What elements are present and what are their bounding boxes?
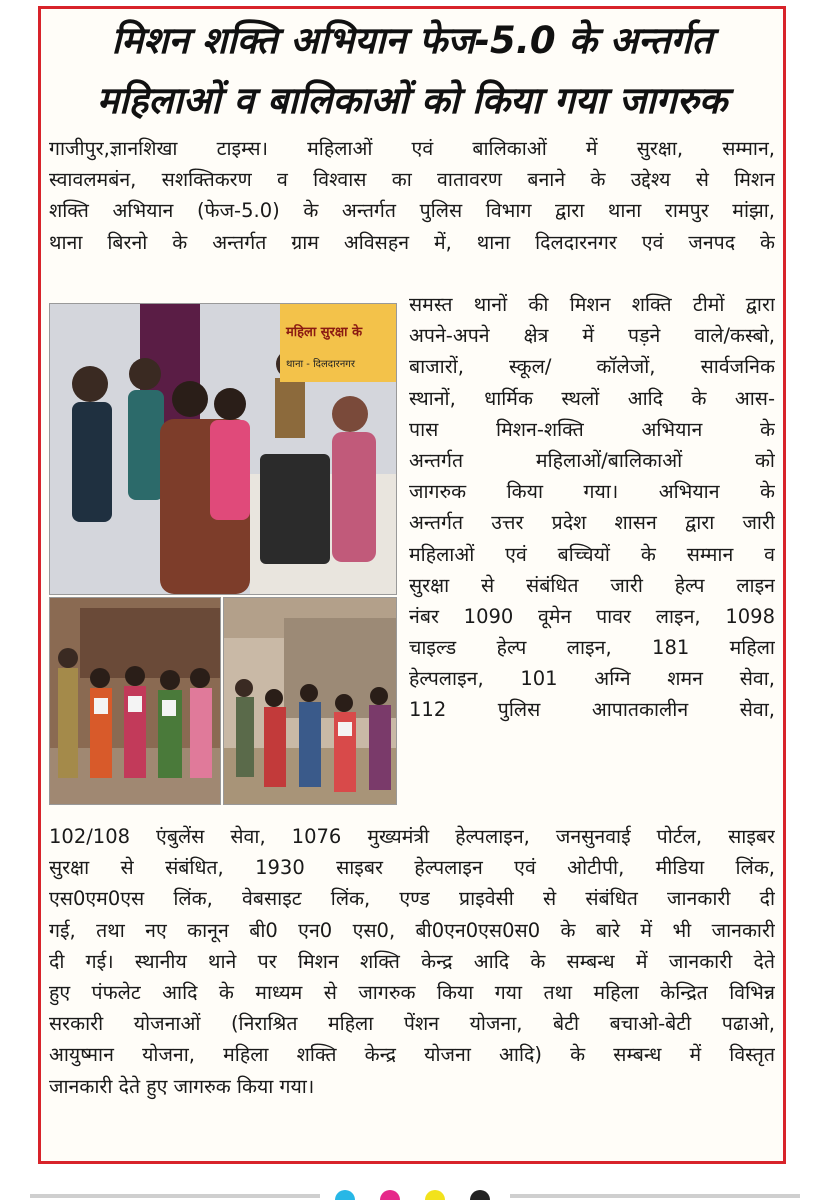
article-line: जानकारी देते हुए जागरुक किया गया। — [49, 1074, 315, 1098]
article-line: सुरक्षा से संबंधित, 1930 साइबर हेल्पलाइन एवं ओटीपी, मीडिया लिंक, — [49, 856, 775, 880]
help-desk-banner — [280, 304, 396, 382]
article-line: चाइल्ड हेल्प लाइन, 181 महिला — [409, 636, 775, 660]
article-line: हुए पंफलेट आदि के माध्यम से जागरुक किया गया तथा महिला केन्द्रित विभिन्न — [49, 980, 775, 1004]
article-line: महिलाओं एवं बच्चियों के सम्मान व — [409, 542, 775, 566]
photo-village-awareness — [223, 597, 397, 805]
article-line: सरकारी योजनाओं (निराश्रित महिला पेंशन योजना, बेटी बचाओ-बेटी पढाओ, — [49, 1012, 775, 1036]
article-line: नंबर 1090 वूमेन पावर लाइन, 1098 — [409, 604, 775, 628]
article-line: हेल्पलाइन, 101 अग्नि शमन सेवा, — [409, 667, 775, 691]
article-bottom-text — [49, 821, 775, 1102]
headline-line-1: मिशन शक्ति अभियान फेज-5.0 के अन्तर्गत — [111, 19, 713, 62]
article-line: सुरक्षा से संबंधित जारी हेल्प लाइन — [409, 573, 775, 597]
photo-women-at-police-desk — [49, 303, 397, 595]
article-line: स्थानों, धार्मिक स्थलों आदि के आस- — [409, 386, 775, 410]
article-side-text — [409, 289, 775, 726]
photo-illustration — [224, 598, 396, 804]
article-line: पास मिशन-शक्ति अभियान के — [409, 417, 775, 441]
photo-women-with-pamphlets — [49, 597, 221, 805]
article-line: 112 पुलिस आपातकालीन सेवा, — [409, 698, 775, 722]
print-registration-marks — [0, 1178, 824, 1200]
article-line: थाना बिरनो के अन्तर्गत ग्राम अविसहन में, थाना दिलदारनगर एवं जनपद के — [49, 230, 775, 254]
article-line: स्वावलमबंन, सशक्तिकरण व विश्वास का वातावरण बनाने के उद्देश्य से मिशन — [49, 168, 775, 192]
article-line: गाजीपुर,ज्ञानशिखा टाइम्स। महिलाओं एवं बालिकाओं में सुरक्षा, सम्मान, — [49, 137, 775, 160]
article-line: शक्ति अभियान (फेज-5.0) के अन्तर्गत पुलिस विभाग द्वारा थाना रामपुर मांझा, — [49, 199, 775, 223]
banner-title: महिला सुरक्षा के — [286, 325, 363, 340]
article-line: दी गई। स्थानीय थाने पर मिशन शक्ति केन्द्र आदि के सम्बन्ध में जानकारी देते — [49, 949, 775, 973]
article-line: समस्त थानों की मिशन शक्ति टीमों द्वारा — [409, 293, 775, 316]
photo-illustration — [50, 598, 220, 804]
article-line: एस0एम0एस लिंक, वेबसाइट लिंक, एण्ड प्राइवेसी से संबंधित जानकारी दी — [49, 887, 775, 911]
headline-line-2: महिलाओं व बालिकाओं को किया गया जागरुक — [96, 79, 728, 122]
article-line: अपने-अपने क्षेत्र में पड़ने वाले/कस्बो, — [409, 324, 775, 348]
article-line: बाजारों, स्कूल/ कॉलेजों, सार्वजनिक — [409, 355, 775, 379]
banner-subtitle: थाना - दिलदारनगर — [286, 359, 356, 370]
article-line: गई, तथा नए कानून बी0 एन0 एस0, बी0एन0एस0स0 के बारे में भी जानकारी — [49, 918, 775, 942]
article-line: अन्तर्गत उत्तर प्रदेश शासन द्वारा जारी — [409, 511, 775, 535]
article-line: अन्तर्गत महिलाओं/बालिकाओं को — [409, 448, 775, 472]
news-clipping — [38, 6, 786, 1164]
article-line: 102/108 एंबुलेंस सेवा, 1076 मुख्यमंत्री हेल्पलाइन, जनसुनवाई पोर्टल, साइबर — [49, 825, 775, 848]
article-line: जागरुक किया गया। अभियान के — [409, 480, 775, 504]
article-top-text — [49, 133, 775, 258]
registration-bar — [0, 1178, 824, 1200]
article-line: आयुष्मान योजना, महिला शक्ति केन्द्र योजना आदि) के सम्बन्ध में विस्तृत — [49, 1043, 775, 1067]
